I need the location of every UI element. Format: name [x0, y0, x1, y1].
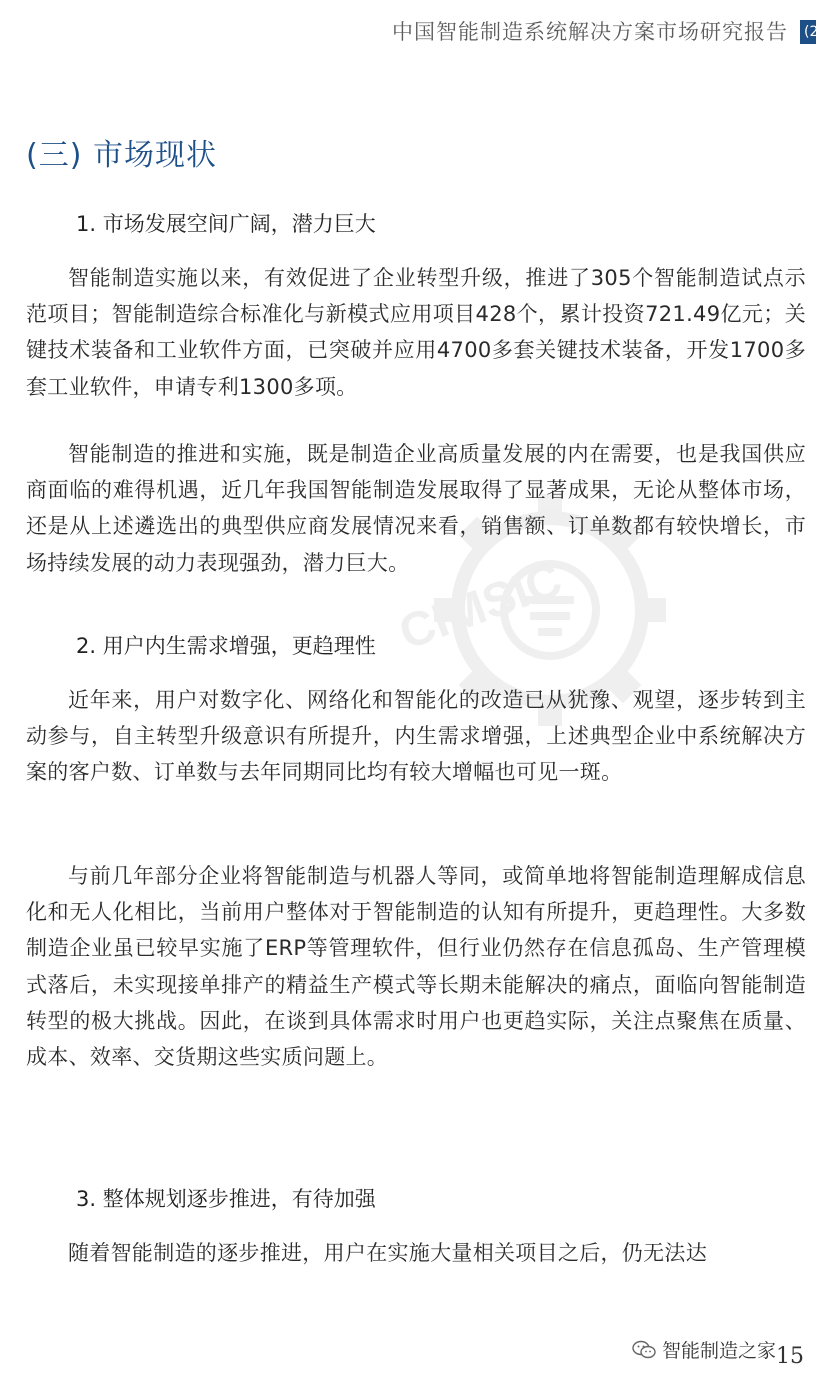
footer-brand [632, 1336, 776, 1363]
wechat-icon [632, 1340, 656, 1360]
paragraph: 智能制造的推进和实施，既是制造企业高质量发展的内在需要，也是我国供应商面临的难得机遇，近几年我国智能制造发展取得了显著成果，无论从整体市场，还是从上述遴选出的典型供应商发展情况来看，销售额、订单数都有较快增长，市场持续发展的动力表现强劲，潜力巨大。 [26, 442, 806, 575]
subsection-heading: 1. 市场发展空间广阔，潜力巨大 [76, 212, 376, 236]
subsection-heading: 3. 整体规划逐步推进，有待加强 [76, 1187, 376, 1211]
paragraph: 与前几年部分企业将智能制造与机器人等同，或简单地将智能制造理解成信息化和无人化相比，当前用户整体对于智能制造的认知有所提升，更趋理性。大多数制造企业虽已较早实施了ERP等管理软件，但行业仍然存在信息孤岛、生产管理模式落后，未实现接单排产的精益生产模式等长期未能解决的痛点，面临向智能制造转型的极大挑战。因此，在谈到具体需求时用户也更趋实际，关注点聚焦在质量、成本、效率、交货期这些实质问题上。 [26, 864, 806, 1070]
brand-name: 智能制造之家 [661, 1340, 776, 1362]
watermark-text: CIMSIC [392, 552, 569, 661]
report-header-title: 中国智能制造系统解决方案市场研究报告 [392, 20, 788, 44]
paragraph: 近年来，用户对数字化、网络化和智能化的改造已从犹豫、观望，逐步转到主动参与，自主转型升级意识有所提升，内生需求增强，上述典型企业中系统解决方案的客户数、订单数与去年同期同比均有较大增幅也可见一斑。 [26, 688, 806, 785]
subsection-heading: 2. 用户内生需求增强，更趋理性 [76, 634, 376, 658]
page-number: 15 [776, 1344, 804, 1369]
paragraph: 智能制造实施以来，有效促进了企业转型升级，推进了305个智能制造试点示范项目；智能制造综合标准化与新模式应用项目428个，累计投资721.49亿元；关键技术装备和工业软件方面，已突破并应用4700多套关键技术装备，开发1700多套工业软件，申请专利1300多项。 [26, 266, 806, 399]
paragraph: 随着智能制造的逐步推进，用户在实施大量相关项目之后，仍无法达 [68, 1241, 707, 1265]
section-title: (三) 市场现状 [26, 138, 217, 173]
chapter-tab: (2 [800, 20, 816, 44]
